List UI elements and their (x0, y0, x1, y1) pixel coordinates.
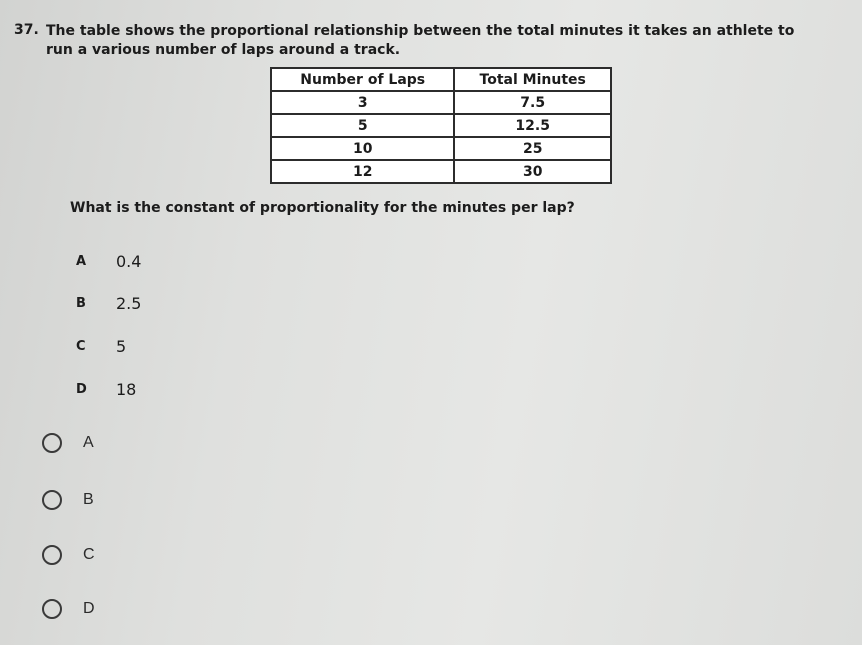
choice-value: 2.5 (116, 294, 142, 313)
answer-option-a[interactable] (42, 433, 94, 453)
answer-option-b[interactable] (42, 490, 94, 510)
table-header-row (271, 68, 611, 91)
radio-button[interactable] (42, 490, 62, 510)
choice-d (76, 380, 136, 399)
laps-cell: 12 (271, 160, 454, 183)
laps-cell: 3 (271, 91, 454, 114)
table-row (271, 137, 611, 160)
answer-label: C (83, 546, 95, 563)
minutes-cell: 25 (454, 137, 611, 160)
choice-value: 5 (116, 337, 127, 356)
table-row (271, 91, 611, 114)
choice-a (76, 252, 141, 271)
question-text-line-2: run a various number of laps around a track. (46, 42, 401, 58)
choice-letter: B (76, 296, 86, 311)
radio-button[interactable] (42, 433, 62, 453)
radio-button[interactable] (42, 599, 62, 619)
choice-letter: A (76, 254, 87, 269)
minutes-cell: 7.5 (454, 91, 611, 114)
answer-label: D (83, 600, 95, 617)
sub-question: What is the constant of proportionality for the minutes per lap? (70, 200, 575, 216)
minutes-cell: 12.5 (454, 114, 611, 137)
choice-letter: D (76, 382, 87, 397)
answer-label: B (83, 491, 94, 508)
table-row (271, 160, 611, 183)
question-text-line-1: The table shows the proportional relationship between the total minutes it takes an athlete to (46, 23, 795, 39)
choice-value: 0.4 (116, 252, 142, 271)
answer-label: A (83, 434, 94, 451)
laps-cell: 10 (271, 137, 454, 160)
choice-b (76, 294, 141, 313)
laps-cell: 5 (271, 114, 454, 137)
header-total-minutes: Total Minutes (454, 68, 611, 91)
header-number-of-laps: Number of Laps (271, 68, 454, 91)
answer-option-d[interactable] (42, 599, 95, 619)
choice-c (76, 337, 126, 356)
answer-option-c[interactable] (42, 545, 95, 565)
minutes-cell: 30 (454, 160, 611, 183)
question-number: 37. (14, 22, 39, 38)
table-row (271, 114, 611, 137)
choice-value: 18 (116, 380, 137, 399)
laps-minutes-table (270, 67, 612, 184)
radio-button[interactable] (42, 545, 62, 565)
choice-letter: C (76, 339, 86, 354)
